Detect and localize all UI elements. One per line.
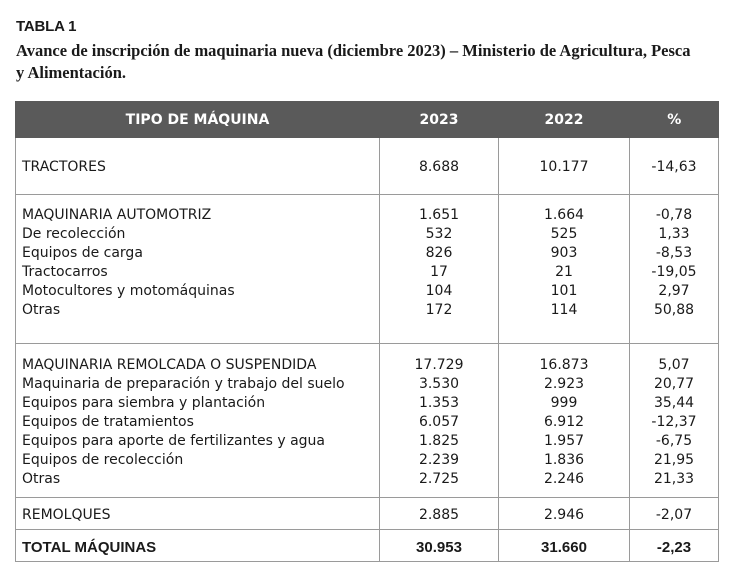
row-label: Otras xyxy=(22,302,61,318)
col-header-type: TIPO DE MÁQUINA xyxy=(16,101,380,138)
row-value-y2022: 16.873 xyxy=(539,357,589,373)
header-row xyxy=(16,101,719,138)
row-value-pct: -12,37 xyxy=(651,414,697,430)
cell-pct xyxy=(630,498,719,530)
table-label: TABLA 1 xyxy=(16,18,77,35)
table-title: Avance de inscripción de maquinaria nueva (diciembre 2023) – Ministerio de Agricultura, Pesca y Alimentación. xyxy=(16,41,691,82)
row-value-y2022: 101 xyxy=(550,283,578,299)
cell-name xyxy=(16,498,380,530)
row-value-y2022: 114 xyxy=(550,302,578,318)
row-value-y2023: 1.651 xyxy=(418,207,460,223)
row-value-pct: 21,33 xyxy=(653,471,695,487)
row-value-y2022: 2.946 xyxy=(543,507,585,523)
row-label: TOTAL MÁQUINAS xyxy=(22,539,157,556)
cell-pct xyxy=(630,138,719,195)
cell-pct xyxy=(630,195,719,344)
row-value-pct: -0,78 xyxy=(655,207,693,223)
row-value-y2023: 2.725 xyxy=(418,471,460,487)
row-value-y2022: 903 xyxy=(550,245,578,261)
col-header-2023: 2023 xyxy=(380,101,499,138)
row-value-y2022: 2.246 xyxy=(543,471,585,487)
cell-name xyxy=(16,530,380,562)
row-label: MAQUINARIA AUTOMOTRIZ xyxy=(22,207,212,223)
row-value-y2022: 1.836 xyxy=(543,452,585,468)
row-value-pct: -19,05 xyxy=(651,264,697,280)
row-label: Equipos para siembra y plantación xyxy=(22,395,266,411)
row-value-y2022: 2.923 xyxy=(543,376,585,392)
row-value-pct: 35,44 xyxy=(653,395,695,411)
row-value-pct: 5,07 xyxy=(658,357,690,373)
row-label: Motocultores y motomáquinas xyxy=(22,283,235,299)
machinery-table xyxy=(15,101,719,562)
cell-pct xyxy=(630,344,719,498)
cell-name xyxy=(16,195,380,344)
row-label: Equipos de recolección xyxy=(22,452,184,468)
table-group-remolcada xyxy=(16,344,719,498)
row-label: Otras xyxy=(22,471,61,487)
row-label: Tractocarros xyxy=(22,264,108,280)
table-body xyxy=(16,138,719,562)
table-group-automotriz xyxy=(16,195,719,344)
col-header-pct: % xyxy=(630,101,719,138)
cell-name xyxy=(16,138,380,195)
cell-y2022 xyxy=(499,195,630,344)
row-value-y2023: 104 xyxy=(425,283,453,299)
row-value-pct: -2,07 xyxy=(655,507,693,523)
row-value-y2022: 1.664 xyxy=(543,207,585,223)
cell-y2022 xyxy=(499,344,630,498)
row-value-y2023: 1.825 xyxy=(418,433,460,449)
row-value-y2022: 10.177 xyxy=(539,159,589,175)
row-value-pct: -8,53 xyxy=(655,245,693,261)
cell-y2023 xyxy=(380,195,499,344)
row-label: Equipos de carga xyxy=(22,245,143,261)
cell-y2023 xyxy=(380,530,499,562)
cell-name xyxy=(16,344,380,498)
row-value-y2022: 6.912 xyxy=(543,414,585,430)
row-value-y2023: 8.688 xyxy=(418,159,460,175)
row-value-y2022: 525 xyxy=(550,226,578,242)
row-value-y2022: 999 xyxy=(550,395,578,411)
table-group-tractores xyxy=(16,138,719,195)
cell-y2023 xyxy=(380,344,499,498)
row-label: De recolección xyxy=(22,226,126,242)
cell-y2023 xyxy=(380,498,499,530)
row-value-pct: -6,75 xyxy=(655,433,693,449)
row-value-pct: 21,95 xyxy=(653,452,695,468)
row-value-y2023: 17.729 xyxy=(414,357,464,373)
row-value-y2023: 826 xyxy=(425,245,453,261)
row-value-y2023: 6.057 xyxy=(418,414,460,430)
row-value-y2023: 172 xyxy=(425,302,453,318)
row-value-pct: -2,23 xyxy=(656,539,692,556)
row-label: Maquinaria de preparación y trabajo del suelo xyxy=(22,376,345,392)
row-value-pct: 1,33 xyxy=(658,226,690,242)
cell-y2023 xyxy=(380,138,499,195)
row-value-y2023: 17 xyxy=(430,264,448,280)
row-value-y2023: 30.953 xyxy=(416,539,462,556)
row-label: Equipos para aporte de fertilizantes y agua xyxy=(22,433,325,449)
cell-pct xyxy=(630,530,719,562)
row-value-pct: 20,77 xyxy=(653,376,695,392)
row-value-y2022: 31.660 xyxy=(541,539,587,556)
row-value-y2023: 1.353 xyxy=(418,395,460,411)
col-header-2022: 2022 xyxy=(499,101,630,138)
row-value-y2023: 3.530 xyxy=(418,376,460,392)
row-label: MAQUINARIA REMOLCADA O SUSPENDIDA xyxy=(22,357,317,373)
row-value-y2023: 2.885 xyxy=(418,507,460,523)
cell-y2022 xyxy=(499,498,630,530)
table-group-remolques xyxy=(16,498,719,530)
row-value-y2022: 1.957 xyxy=(543,433,585,449)
row-label: Equipos de tratamientos xyxy=(22,414,194,430)
row-value-pct: -14,63 xyxy=(651,159,697,175)
cell-y2022 xyxy=(499,530,630,562)
row-value-y2023: 532 xyxy=(425,226,453,242)
row-label: TRACTORES xyxy=(22,159,106,175)
row-value-pct: 2,97 xyxy=(658,283,690,299)
cell-y2022 xyxy=(499,138,630,195)
row-label: REMOLQUES xyxy=(22,507,111,523)
row-value-pct: 50,88 xyxy=(653,302,695,318)
table-group-total xyxy=(16,530,719,562)
row-value-y2022: 21 xyxy=(555,264,573,280)
row-value-y2023: 2.239 xyxy=(418,452,460,468)
